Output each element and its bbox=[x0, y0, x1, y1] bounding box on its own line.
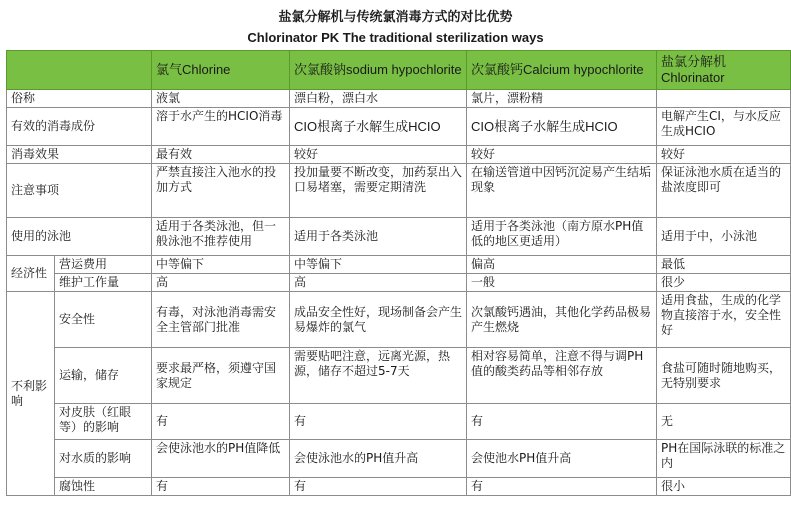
row-label: 对水质的影响 bbox=[55, 440, 152, 478]
table-cell bbox=[657, 90, 791, 108]
row-group-label: 不利影响 bbox=[7, 292, 55, 496]
table-cell: 最有效 bbox=[152, 146, 290, 164]
table-cell: 严禁直接注入池水的投加方式 bbox=[152, 164, 290, 218]
row-label: 对皮肤（红眼等）的影响 bbox=[55, 404, 152, 440]
table-cell: CIO根离子水解生成HCIO bbox=[290, 108, 467, 146]
row-label: 营运费用 bbox=[55, 256, 152, 274]
header-sodium-hypochlorite: 次氯酸钠sodium hypochlorite bbox=[290, 51, 467, 90]
table-cell: 高 bbox=[152, 274, 290, 292]
row-group-label: 经济性 bbox=[7, 256, 55, 292]
table-cell: 适用食盐，生成的化学物直接溶于水，安全性好 bbox=[657, 292, 791, 348]
table-cell: 高 bbox=[290, 274, 467, 292]
table-cell: 投加量要不断改变，加药泵出入口易堵塞，需要定期清洗 bbox=[290, 164, 467, 218]
row-label: 维护工作量 bbox=[55, 274, 152, 292]
table-cell: 食盐可随时随地购买，无特别要求 bbox=[657, 348, 791, 404]
table-cell: 适用于各类泳池 bbox=[290, 218, 467, 256]
table-cell: 液氯 bbox=[152, 90, 290, 108]
table-cell: 适用于中，小泳池 bbox=[657, 218, 791, 256]
comparison-table bbox=[6, 50, 791, 496]
table-cell: 漂白粉，漂白水 bbox=[290, 90, 467, 108]
table-row bbox=[7, 90, 791, 108]
table-cell: CIO根离子水解生成HCIO bbox=[467, 108, 657, 146]
table-row bbox=[7, 274, 791, 292]
row-label: 有效的消毒成份 bbox=[7, 108, 152, 146]
table-cell: 无 bbox=[657, 404, 791, 440]
table-row bbox=[7, 108, 791, 146]
table-cell: 氯片，漂粉精 bbox=[467, 90, 657, 108]
table-cell: 有 bbox=[467, 478, 657, 496]
table-row bbox=[7, 256, 791, 274]
row-label: 注意事项 bbox=[7, 164, 152, 218]
table-cell: 中等偏下 bbox=[152, 256, 290, 274]
table-cell: 电解产生CI，与水反应生成HCIO bbox=[657, 108, 791, 146]
table-cell: 有 bbox=[290, 478, 467, 496]
table-row bbox=[7, 218, 791, 256]
table-cell: 较好 bbox=[467, 146, 657, 164]
row-label: 腐蚀性 bbox=[55, 478, 152, 496]
header-chlorinator: 盐氯分解机 Chlorinator bbox=[657, 51, 791, 90]
header-chlorine: 氯气Chlorine bbox=[152, 51, 290, 90]
table-cell: 很小 bbox=[657, 478, 791, 496]
row-label: 安全性 bbox=[55, 292, 152, 348]
table-cell: 偏高 bbox=[467, 256, 657, 274]
table-cell: 会使泳池水的PH值降低 bbox=[152, 440, 290, 478]
page-title-english: Chlorinator PK The traditional sterilization ways bbox=[247, 30, 544, 45]
table-cell: 有 bbox=[290, 404, 467, 440]
table-cell: 较好 bbox=[290, 146, 467, 164]
table-cell: 要求最严格，须遵守国家规定 bbox=[152, 348, 290, 404]
table-cell: 有 bbox=[152, 404, 290, 440]
page-title-chinese: 盐氯分解机与传统氯消毒方式的对比优势 bbox=[278, 10, 513, 25]
table-cell: 一般 bbox=[467, 274, 657, 292]
table-cell: 成品安全性好，现场制备会产生易爆炸的氯气 bbox=[290, 292, 467, 348]
table-row bbox=[7, 146, 791, 164]
row-label: 消毒效果 bbox=[7, 146, 152, 164]
table-cell: 有 bbox=[467, 404, 657, 440]
table-cell: 保证泳池水质在适当的盐浓度即可 bbox=[657, 164, 791, 218]
table-cell: 较好 bbox=[657, 146, 791, 164]
row-label: 俗称 bbox=[7, 90, 152, 108]
table-cell: 适用于各类泳池，但一般泳池不推荐使用 bbox=[152, 218, 290, 256]
table-cell: 溶于水产生的HCIO消毒 bbox=[152, 108, 290, 146]
table-cell: 有 bbox=[152, 478, 290, 496]
table-row bbox=[7, 292, 791, 348]
table-row bbox=[7, 440, 791, 478]
table-cell: 在输送管道中因钙沉淀易产生结垢现象 bbox=[467, 164, 657, 218]
table-row bbox=[7, 164, 791, 218]
table-header-row bbox=[7, 51, 791, 90]
table-cell: 次氯酸钙遇油，其他化学药品极易产生燃烧 bbox=[467, 292, 657, 348]
table-cell: 需要贴吧注意，远离光源，热源，储存不超过5-7天 bbox=[290, 348, 467, 404]
row-label: 使用的泳池 bbox=[7, 218, 152, 256]
table-cell: 会使池水PH值升高 bbox=[467, 440, 657, 478]
table-cell: 最低 bbox=[657, 256, 791, 274]
table-cell: 有毒，对泳池消毒需安全主管部门批准 bbox=[152, 292, 290, 348]
table-cell: 会使泳池水的PH值升高 bbox=[290, 440, 467, 478]
table-cell: 中等偏下 bbox=[290, 256, 467, 274]
row-label: 运输，储存 bbox=[55, 348, 152, 404]
table-cell: 很少 bbox=[657, 274, 791, 292]
table-row bbox=[7, 348, 791, 404]
header-cell-empty bbox=[7, 51, 152, 90]
table-cell: 相对容易简单，注意不得与调PH值的酸类药品等相邻存放 bbox=[467, 348, 657, 404]
table-row bbox=[7, 404, 791, 440]
table-row bbox=[7, 478, 791, 496]
header-calcium-hypochlorite: 次氯酸钙Calcium hypochlorite bbox=[467, 51, 657, 90]
table-cell: 适用于各类泳池（南方原水PH值低的地区更适用） bbox=[467, 218, 657, 256]
table-cell: PH在国际泳联的标准之内 bbox=[657, 440, 791, 478]
